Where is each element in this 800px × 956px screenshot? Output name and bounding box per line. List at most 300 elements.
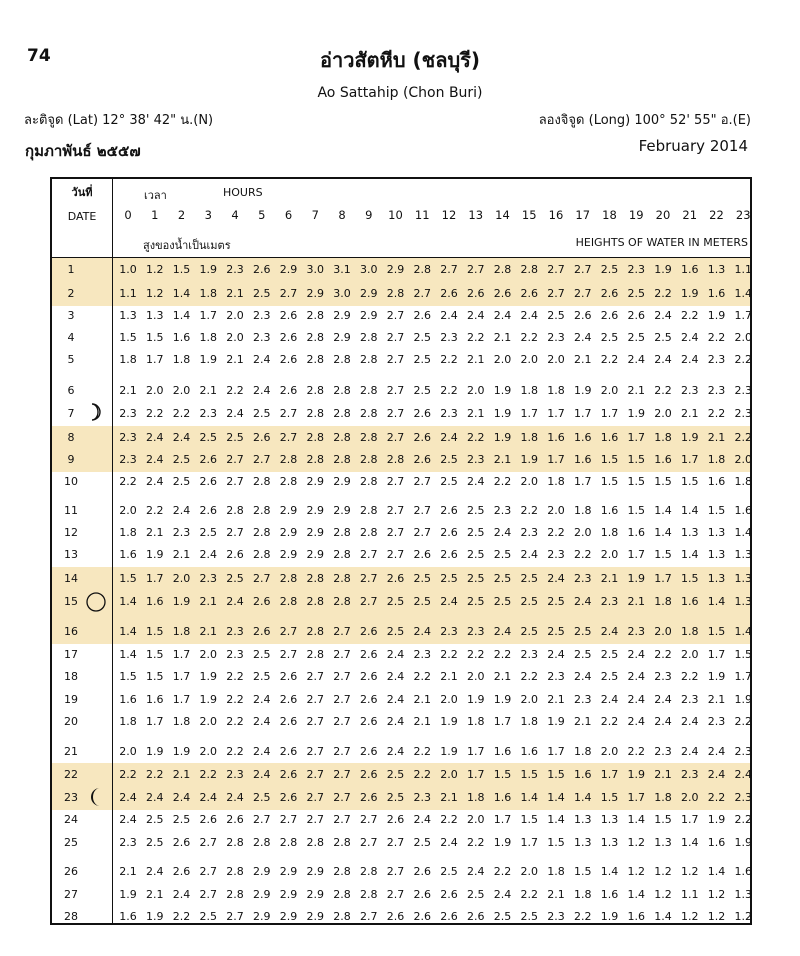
height-cell: 2.8: [333, 865, 351, 878]
height-cell: 1.3: [574, 813, 592, 826]
height-cell: 2.2: [467, 431, 485, 444]
hour-label: 23: [735, 208, 751, 222]
height-cell: 2.4: [172, 504, 191, 517]
day-label: 10: [64, 475, 78, 488]
height-cell: 2.4: [681, 331, 699, 344]
height-cell: 2.6: [360, 693, 378, 706]
height-cell: 1.9: [199, 263, 217, 276]
height-cell: 2.1: [493, 453, 512, 466]
height-cell: 2.4: [172, 888, 191, 901]
height-cell: 1.4: [520, 791, 538, 804]
hour-label: 0: [124, 208, 132, 222]
height-cell: 1.2: [654, 888, 672, 901]
height-cell: 2.2: [627, 745, 645, 758]
height-cell: 1.5: [146, 648, 164, 661]
height-cell: 2.8: [360, 431, 378, 444]
height-cell: 2.8: [520, 263, 538, 276]
height-cell: 2.4: [707, 768, 726, 781]
height-cell: 1.4: [172, 287, 191, 300]
day-label: 7: [67, 407, 75, 420]
height-cell: 2.7: [306, 768, 324, 781]
height-cell: 2.5: [386, 768, 405, 781]
height-cell: 1.8: [547, 475, 565, 488]
height-cell: 1.5: [681, 475, 699, 488]
height-cell: 2.5: [440, 475, 458, 488]
height-cell: 3.0: [306, 263, 324, 276]
height-cell: 2.2: [654, 287, 672, 300]
height-cell: 2.0: [493, 353, 512, 366]
height-cell: 2.1: [172, 768, 191, 781]
height-cell: 1.6: [734, 865, 752, 878]
height-cell: 2.0: [600, 745, 619, 758]
height-cell: 2.5: [467, 526, 485, 539]
height-cell: 2.4: [172, 791, 191, 804]
height-cell: 2.6: [413, 309, 431, 322]
hour-label: 1: [151, 208, 159, 222]
height-cell: 2.0: [146, 384, 164, 397]
height-cell: 2.4: [467, 475, 485, 488]
height-cell: 2.2: [520, 888, 538, 901]
height-cell: 2.3: [681, 768, 699, 781]
height-cell: 2.5: [199, 431, 217, 444]
height-cell: 1.6: [627, 526, 645, 539]
height-cell: 2.5: [386, 595, 405, 608]
height-cell: 2.8: [333, 836, 351, 849]
height-cell: 2.2: [440, 813, 458, 826]
height-cell: 2.6: [279, 670, 298, 683]
height-cell: 1.6: [734, 504, 752, 517]
height-cell: 2.6: [360, 670, 378, 683]
height-cell: 2.8: [333, 384, 351, 397]
height-cell: 2.7: [279, 625, 298, 638]
height-cell: 1.8: [520, 715, 538, 728]
latitude-label: ละติจูด (Lat) 12° 38' 42" น.(N): [24, 113, 214, 128]
height-cell: 2.2: [707, 331, 726, 344]
height-cell: 2.7: [413, 526, 431, 539]
height-cell: 2.4: [574, 595, 592, 608]
day-label: 11: [64, 504, 78, 517]
height-cell: 1.8: [172, 625, 191, 638]
height-cell: 2.5: [440, 865, 458, 878]
height-cell: 1.3: [574, 836, 592, 849]
hour-label: 20: [655, 208, 671, 222]
height-cell: 1.4: [681, 504, 699, 517]
height-cell: 1.8: [600, 526, 619, 539]
height-cell: 2.3: [627, 263, 645, 276]
height-cell: 2.6: [360, 768, 378, 781]
height-cell: 2.5: [226, 431, 244, 444]
height-cell: 2.8: [306, 384, 324, 397]
height-cell: 2.0: [520, 693, 538, 706]
day-label: 19: [64, 693, 78, 706]
height-cell: 1.4: [654, 910, 672, 923]
height-cell: 2.7: [333, 813, 351, 826]
height-cell: 2.7: [279, 813, 298, 826]
height-cell: 2.8: [333, 595, 351, 608]
height-cell: 2.5: [413, 836, 431, 849]
height-cell: 2.7: [360, 910, 378, 923]
height-cell: 2.2: [493, 865, 512, 878]
height-cell: 2.5: [413, 572, 431, 585]
height-cell: 2.7: [279, 407, 298, 420]
height-cell: 2.8: [386, 287, 405, 300]
height-cell: 2.1: [467, 407, 485, 420]
height-cell: 2.2: [654, 648, 672, 661]
month-english: February 2014: [638, 137, 748, 155]
height-cell: 2.9: [253, 888, 271, 901]
height-cell: 2.5: [467, 504, 485, 517]
height-cell: 2.6: [279, 693, 298, 706]
height-cell: 1.6: [707, 287, 726, 300]
height-cell: 1.3: [119, 309, 137, 322]
height-cell: 2.8: [493, 263, 512, 276]
height-cell: 2.3: [413, 791, 431, 804]
height-cell: 2.4: [547, 572, 565, 585]
height-cell: 1.4: [119, 648, 137, 661]
height-cell: 2.8: [226, 504, 244, 517]
station-title-thai: อ่าวสัตหีบ (ชลบุรี): [319, 48, 481, 72]
height-cell: 2.5: [253, 670, 271, 683]
height-cell: 2.1: [681, 407, 699, 420]
height-cell: 2.4: [146, 453, 164, 466]
height-cell: 2.5: [413, 595, 431, 608]
height-cell: 2.4: [199, 548, 217, 561]
height-cell: 2.5: [600, 670, 619, 683]
height-cell: 2.8: [333, 526, 351, 539]
height-cell: 2.5: [199, 910, 217, 923]
height-cell: 1.4: [734, 625, 752, 638]
height-cell: 2.4: [253, 693, 271, 706]
height-cell: 2.6: [279, 384, 298, 397]
height-cell: 1.9: [627, 407, 645, 420]
height-cell: 2.3: [253, 309, 271, 322]
day-label: 15: [64, 595, 78, 608]
height-cell: 2.8: [253, 526, 271, 539]
height-cell: 2.4: [253, 353, 271, 366]
height-cell: 2.1: [413, 693, 431, 706]
waxing-crescent-icon: [86, 402, 106, 422]
height-cell: 2.4: [493, 625, 512, 638]
height-cell: 1.5: [146, 331, 164, 344]
height-cell: 2.6: [600, 309, 619, 322]
day-label: 23: [64, 791, 78, 804]
height-cell: 2.8: [413, 263, 431, 276]
height-cell: 1.8: [547, 865, 565, 878]
height-cell: 1.2: [734, 910, 752, 923]
height-cell: 1.7: [172, 693, 191, 706]
height-cell: 1.5: [654, 475, 672, 488]
page-number: 74: [27, 46, 51, 66]
height-cell: 1.3: [734, 888, 752, 901]
height-cell: 2.4: [574, 331, 592, 344]
height-cell: 1.7: [199, 309, 217, 322]
height-cell: 1.3: [734, 595, 752, 608]
height-cell: 2.0: [467, 670, 485, 683]
height-cell: 1.7: [600, 407, 619, 420]
height-cell: 2.1: [707, 431, 726, 444]
height-cell: 2.6: [360, 791, 378, 804]
height-cell: 2.3: [119, 431, 137, 444]
height-cell: 1.7: [707, 648, 726, 661]
height-cell: 2.4: [146, 475, 164, 488]
hour-label: 13: [468, 208, 484, 222]
height-cell: 1.2: [146, 287, 164, 300]
height-cell: 2.5: [493, 572, 512, 585]
height-cell: 1.4: [547, 813, 565, 826]
height-cell: 2.3: [226, 625, 244, 638]
height-cell: 1.8: [199, 331, 217, 344]
day-label: 6: [67, 384, 75, 397]
height-cell: 2.2: [226, 693, 244, 706]
height-cell: 2.4: [520, 309, 538, 322]
height-cell: 1.3: [707, 526, 726, 539]
height-cell: 2.4: [681, 715, 699, 728]
height-cell: 2.6: [440, 910, 458, 923]
height-cell: 1.8: [654, 595, 672, 608]
height-cell: 2.7: [386, 865, 405, 878]
height-cell: 2.3: [547, 910, 565, 923]
height-cell: 2.8: [253, 548, 271, 561]
height-cell: 2.2: [493, 475, 512, 488]
height-cell: 2.8: [253, 475, 271, 488]
day-label: 21: [64, 745, 78, 758]
height-cell: 2.1: [199, 384, 217, 397]
height-cell: 1.3: [707, 548, 726, 561]
height-cell: 2.7: [253, 813, 271, 826]
height-cell: 1.9: [199, 693, 217, 706]
height-cell: 1.8: [520, 431, 538, 444]
height-cell: 2.3: [734, 384, 752, 397]
height-cell: 1.2: [654, 865, 672, 878]
height-cell: 1.5: [547, 836, 565, 849]
height-cell: 3.1: [333, 263, 351, 276]
height-cell: 2.7: [386, 475, 405, 488]
height-cell: 2.2: [520, 670, 538, 683]
height-cell: 2.2: [734, 813, 752, 826]
height-cell: 2.8: [360, 475, 378, 488]
hour-label: 21: [682, 208, 698, 222]
height-cell: 2.5: [654, 331, 672, 344]
height-cell: 2.9: [306, 504, 324, 517]
height-cell: 2.7: [333, 768, 351, 781]
height-cell: 1.9: [627, 572, 645, 585]
height-cell: 2.2: [413, 768, 431, 781]
height-cell: 2.0: [734, 453, 752, 466]
height-cell: 2.0: [199, 648, 217, 661]
height-cell: 2.9: [333, 504, 351, 517]
height-cell: 1.5: [600, 453, 619, 466]
height-cell: 2.8: [333, 407, 351, 420]
height-cell: 2.7: [386, 407, 405, 420]
height-cell: 2.4: [493, 309, 512, 322]
height-cell: 2.4: [627, 353, 645, 366]
height-cell: 3.0: [360, 263, 378, 276]
height-cell: 1.7: [681, 453, 699, 466]
height-cell: 2.9: [306, 548, 324, 561]
height-cell: 2.5: [520, 595, 538, 608]
height-cell: 2.4: [386, 648, 405, 661]
time-header-thai: เวลา: [144, 189, 167, 202]
height-cell: 2.8: [360, 384, 378, 397]
height-cell: 1.4: [627, 813, 645, 826]
height-cell: 1.6: [707, 836, 726, 849]
height-cell: 2.6: [440, 526, 458, 539]
day-label: 4: [67, 331, 75, 344]
height-cell: 2.3: [547, 548, 565, 561]
height-cell: 2.6: [360, 625, 378, 638]
hour-label: 17: [575, 208, 591, 222]
height-cell: 2.6: [627, 309, 645, 322]
height-cell: 2.1: [199, 625, 217, 638]
height-cell: 1.9: [146, 548, 164, 561]
height-cell: 2.2: [707, 407, 726, 420]
height-cell: 1.7: [600, 768, 619, 781]
height-cell: 1.7: [520, 407, 538, 420]
height-cell: 2.0: [574, 526, 592, 539]
height-cell: 2.4: [493, 526, 512, 539]
height-cell: 2.0: [520, 475, 538, 488]
height-cell: 2.2: [574, 910, 592, 923]
height-cell: 1.6: [119, 910, 137, 923]
height-cell: 1.5: [520, 768, 538, 781]
height-cell: 2.3: [707, 353, 726, 366]
height-cell: 1.5: [146, 625, 164, 638]
height-cell: 2.7: [226, 453, 244, 466]
height-cell: 2.0: [520, 353, 538, 366]
height-cell: 2.9: [333, 331, 351, 344]
height-cell: 2.3: [119, 407, 137, 420]
height-cell: 2.4: [386, 715, 405, 728]
day-label: 26: [64, 865, 78, 878]
height-cell: 2.1: [199, 595, 217, 608]
height-cell: 1.5: [574, 865, 592, 878]
height-cell: 1.9: [493, 407, 512, 420]
height-cell: 2.7: [333, 791, 351, 804]
height-cell: 2.6: [413, 865, 431, 878]
height-cell: 2.2: [172, 407, 191, 420]
height-cell: 2.2: [574, 548, 592, 561]
height-cell: 2.3: [574, 572, 592, 585]
height-cell: 1.2: [681, 910, 699, 923]
height-cell: 1.5: [627, 504, 645, 517]
hour-label: 6: [284, 208, 293, 222]
height-cell: 2.5: [547, 309, 565, 322]
height-cell: 2.8: [360, 407, 378, 420]
height-cell: 2.3: [547, 670, 565, 683]
height-cell: 2.3: [253, 331, 271, 344]
height-cell: 2.1: [707, 693, 726, 706]
hour-label: 22: [709, 208, 724, 222]
height-cell: 2.3: [627, 625, 645, 638]
height-cell: 2.2: [440, 384, 458, 397]
height-cell: 2.2: [226, 670, 244, 683]
height-cell: 2.7: [386, 504, 405, 517]
height-cell: 2.5: [386, 791, 405, 804]
height-cell: 2.9: [386, 263, 405, 276]
height-cell: 2.6: [413, 888, 431, 901]
height-cell: 2.7: [226, 526, 244, 539]
height-cell: 2.5: [226, 572, 244, 585]
height-cell: 1.9: [119, 888, 137, 901]
height-cell: 1.6: [681, 263, 699, 276]
height-cell: 1.5: [493, 768, 512, 781]
height-cell: 2.0: [681, 791, 699, 804]
hour-label: 8: [338, 208, 346, 222]
height-cell: 1.9: [520, 453, 538, 466]
height-cell: 2.8: [360, 453, 378, 466]
height-cell: 2.1: [226, 287, 244, 300]
height-cell: 2.4: [681, 745, 699, 758]
height-cell: 2.4: [386, 745, 405, 758]
height-cell: 2.6: [199, 504, 217, 517]
height-cell: 2.7: [226, 910, 244, 923]
height-cell: 2.3: [199, 407, 217, 420]
height-cell: 1.6: [146, 693, 164, 706]
height-cell: 2.1: [172, 548, 191, 561]
height-cell: 2.2: [226, 715, 244, 728]
tide-table: [50, 177, 752, 925]
day-label: 18: [64, 670, 78, 683]
height-cell: 1.7: [654, 572, 672, 585]
height-cell: 2.7: [413, 504, 431, 517]
height-cell: 1.8: [467, 791, 485, 804]
height-cell: 2.0: [226, 309, 244, 322]
height-cell: 2.7: [386, 836, 405, 849]
height-cell: 2.4: [600, 693, 619, 706]
height-cell: 2.7: [386, 548, 405, 561]
height-cell: 1.4: [574, 791, 592, 804]
height-cell: 1.7: [172, 670, 191, 683]
height-cell: 1.8: [119, 715, 137, 728]
height-cell: 2.5: [574, 625, 592, 638]
height-cell: 1.4: [627, 888, 645, 901]
height-cell: 1.7: [574, 475, 592, 488]
height-cell: 2.8: [279, 836, 298, 849]
day-label: 5: [67, 353, 75, 366]
height-cell: 2.3: [467, 625, 485, 638]
height-cell: 1.5: [119, 572, 137, 585]
height-cell: 2.4: [146, 791, 164, 804]
height-cell: 2.8: [306, 595, 324, 608]
height-cell: 2.1: [574, 715, 592, 728]
height-cell: 2.7: [333, 670, 351, 683]
height-cell: 1.5: [547, 768, 565, 781]
hour-label: 9: [365, 208, 373, 222]
height-cell: 2.5: [493, 910, 512, 923]
height-cell: 2.0: [654, 625, 672, 638]
height-cell: 2.3: [600, 595, 619, 608]
height-cell: 2.7: [306, 745, 324, 758]
height-cell: 2.0: [547, 504, 565, 517]
height-cell: 2.0: [440, 693, 458, 706]
height-cell: 2.8: [226, 888, 244, 901]
height-cell: 2.8: [306, 407, 324, 420]
height-cell: 1.9: [681, 287, 699, 300]
height-cell: 2.4: [654, 715, 672, 728]
height-cell: 2.1: [493, 331, 512, 344]
height-cell: 1.6: [600, 431, 619, 444]
height-cell: 2.2: [413, 670, 431, 683]
hour-label: 4: [231, 208, 239, 222]
height-cell: 1.5: [627, 475, 645, 488]
height-cell: 2.5: [547, 595, 565, 608]
height-cell: 2.7: [199, 888, 217, 901]
height-cell: 2.6: [413, 548, 431, 561]
height-cell: 2.3: [226, 648, 244, 661]
height-cell: 2.7: [199, 865, 217, 878]
height-cell: 1.6: [119, 693, 137, 706]
height-cell: 1.4: [654, 526, 672, 539]
